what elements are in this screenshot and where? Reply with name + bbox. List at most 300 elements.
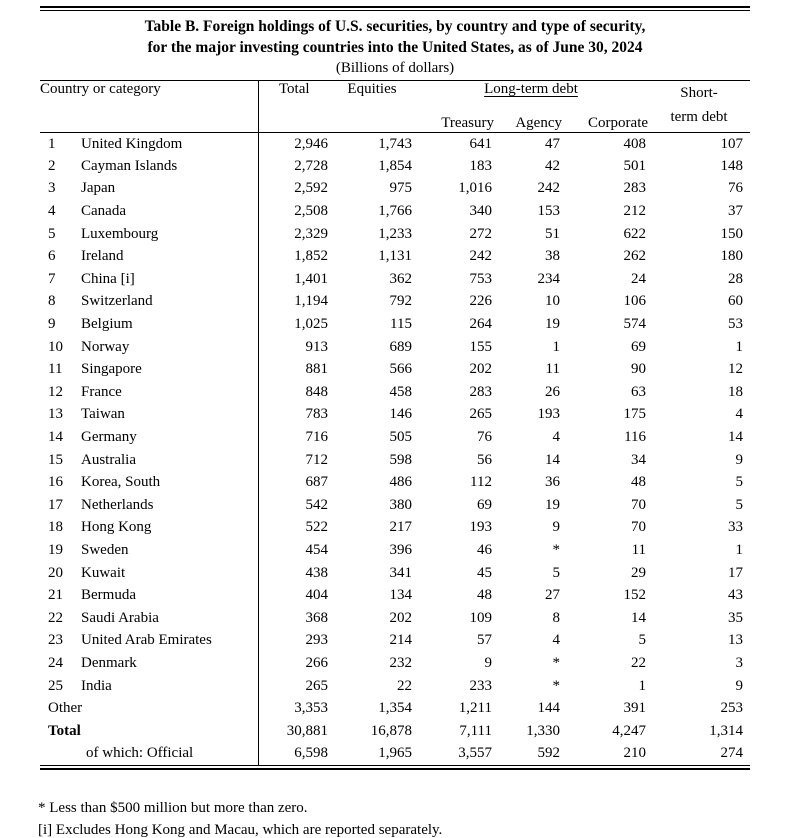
value-cell: 7,111 <box>459 722 492 739</box>
country-cell <box>40 607 258 630</box>
value-cell: 12 <box>728 361 744 378</box>
value-cell: 272 <box>469 225 492 242</box>
value-cell: 193 <box>537 406 560 423</box>
row-number: 19 <box>48 541 63 558</box>
value-cell: 152 <box>623 587 647 604</box>
row-number: 7 <box>48 270 56 287</box>
row-number: 12 <box>48 383 63 400</box>
value-cell: 598 <box>389 451 412 468</box>
value-cell: 45 <box>477 564 492 581</box>
value-cell: 38 <box>545 248 560 265</box>
country-name: France <box>81 383 122 400</box>
table-row <box>40 291 750 314</box>
table-row <box>40 449 750 472</box>
table-row <box>40 652 750 675</box>
col-header-short-term-debt <box>648 81 750 133</box>
value-cell: 36 <box>545 474 560 491</box>
country-name: Australia <box>81 451 136 468</box>
value-cell: 975 <box>389 180 412 197</box>
value-cell: 242 <box>469 248 492 265</box>
table-row <box>40 245 750 268</box>
value-cell: 6,598 <box>294 745 328 762</box>
value-cell: 5 <box>735 496 744 513</box>
value-cell: 687 <box>305 474 328 491</box>
row-number: 17 <box>48 496 63 513</box>
value-cell: 11 <box>545 361 560 378</box>
value-cell: 4 <box>735 406 744 423</box>
value-cell: 486 <box>389 474 412 491</box>
value-cell: 438 <box>305 564 328 581</box>
value-cell: 542 <box>305 496 328 513</box>
row-number: 11 <box>48 361 63 378</box>
country-name: United Kingdom <box>81 135 183 152</box>
country-name: Cayman Islands <box>81 157 178 174</box>
value-cell: 28 <box>728 270 744 287</box>
country-cell <box>40 358 258 381</box>
value-cell: 1,131 <box>378 248 412 265</box>
value-cell: 1,401 <box>294 270 328 287</box>
value-cell: 90 <box>631 361 647 378</box>
value-cell: 180 <box>720 248 744 265</box>
country-name: Other <box>48 700 83 717</box>
value-cell: 76 <box>728 180 744 197</box>
value-cell: 340 <box>469 203 492 220</box>
value-cell: 753 <box>469 270 492 287</box>
value-cell: 265 <box>469 406 492 423</box>
value-cell: 9 <box>552 519 560 536</box>
country-cell <box>40 155 258 178</box>
value-cell: 214 <box>389 632 412 649</box>
country-name: China [i] <box>81 270 135 287</box>
value-cell: 2,728 <box>294 157 328 174</box>
value-cell: 9 <box>735 677 744 694</box>
value-cell: 17 <box>728 564 744 581</box>
country-name: Saudi Arabia <box>81 609 159 626</box>
value-cell: 42 <box>545 157 560 174</box>
row-number: 25 <box>48 677 63 694</box>
table-row <box>40 607 750 630</box>
col-header-longterm-debt <box>414 81 648 109</box>
country-cell <box>40 336 258 359</box>
value-cell: 9 <box>484 654 492 671</box>
value-cell: 109 <box>469 609 492 626</box>
holdings-table <box>40 80 750 765</box>
value-cell: 408 <box>623 135 647 152</box>
country-name: United Arab Emirates <box>81 632 212 649</box>
value-cell: 1,965 <box>378 745 412 762</box>
value-cell: 1,314 <box>709 722 744 739</box>
value-cell: 155 <box>469 338 492 355</box>
value-cell: 22 <box>397 677 412 694</box>
value-cell: 283 <box>469 383 492 400</box>
value-cell: 57 <box>477 632 492 649</box>
country-cell <box>40 223 258 246</box>
value-cell: 293 <box>305 632 328 649</box>
value-cell: 43 <box>728 587 744 604</box>
title-line-2: for the major investing countries into the United States, as of June 30, 2024 <box>147 39 643 56</box>
table-row <box>40 562 750 585</box>
country-name: Bermuda <box>81 587 136 604</box>
value-cell: 3,353 <box>294 700 328 717</box>
value-cell: 210 <box>623 745 647 762</box>
value-cell: 501 <box>623 157 647 174</box>
footnote-i: [i] Excludes Hong Kong and Macau, which are reported separately. <box>38 822 443 838</box>
value-cell: 60 <box>728 293 744 310</box>
value-cell: 505 <box>389 429 412 446</box>
value-cell: 848 <box>305 383 328 400</box>
table-row <box>40 471 750 494</box>
country-name: Hong Kong <box>81 519 152 536</box>
value-cell: 380 <box>389 496 412 513</box>
value-cell: 150 <box>720 225 744 242</box>
row-number: 14 <box>48 429 63 446</box>
value-cell: 242 <box>537 180 560 197</box>
row-number: 4 <box>48 203 56 220</box>
value-cell: 27 <box>545 587 560 604</box>
table-row <box>40 404 750 427</box>
table-row <box>40 720 750 743</box>
value-cell: 48 <box>631 474 647 491</box>
country-cell <box>40 494 258 517</box>
value-cell: 1,025 <box>294 316 328 333</box>
value-cell: 1,330 <box>526 722 560 739</box>
value-cell: 4,247 <box>612 722 647 739</box>
value-cell: 253 <box>720 700 744 717</box>
value-cell: 202 <box>389 609 412 626</box>
table-row <box>40 426 750 449</box>
country-name: Norway <box>81 338 130 355</box>
value-cell: 70 <box>631 519 647 536</box>
value-cell: 458 <box>389 383 412 400</box>
value-cell: 9 <box>735 451 744 468</box>
table-row <box>40 133 750 156</box>
country-cell <box>40 133 258 156</box>
value-cell: 69 <box>477 496 492 513</box>
value-cell: 69 <box>631 338 647 355</box>
table-row <box>40 539 750 562</box>
value-cell: 368 <box>305 609 328 626</box>
table-row <box>40 517 750 540</box>
country-cell <box>40 562 258 585</box>
row-number: 21 <box>48 587 63 604</box>
country-cell <box>40 471 258 494</box>
value-cell: 5 <box>552 564 560 581</box>
row-number: 9 <box>48 316 56 333</box>
value-cell: 592 <box>537 745 560 762</box>
col-header-country: Country or category <box>40 81 258 133</box>
value-cell: 4 <box>552 429 560 446</box>
value-cell: 10 <box>545 293 560 310</box>
value-cell: 913 <box>305 338 328 355</box>
value-cell: 641 <box>469 135 492 152</box>
row-number: 10 <box>48 338 63 355</box>
value-cell: 3,557 <box>458 745 492 762</box>
row-number: 15 <box>48 451 63 468</box>
value-cell: 1,852 <box>294 248 328 265</box>
value-cell: 175 <box>623 406 647 423</box>
value-cell: 712 <box>305 451 328 468</box>
country-name: Taiwan <box>81 406 125 423</box>
col-header-corporate: Corporate <box>562 109 648 133</box>
col-header-equities: Equities <box>330 81 414 133</box>
value-cell: 115 <box>390 316 412 333</box>
col-header-treasury: Treasury <box>414 109 494 133</box>
value-cell: 24 <box>631 270 647 287</box>
footnote-asterisk: * Less than $500 million but more than zero. <box>38 800 308 817</box>
value-cell: 1,233 <box>378 225 412 242</box>
country-name: Total <box>48 722 81 739</box>
value-cell: 202 <box>469 361 492 378</box>
value-cell: 266 <box>305 654 328 671</box>
value-cell: 716 <box>305 429 328 446</box>
value-cell: 146 <box>389 406 412 423</box>
value-cell: 107 <box>720 135 744 152</box>
country-cell <box>40 630 258 653</box>
value-cell: 1,854 <box>378 157 412 174</box>
value-cell: 566 <box>389 361 412 378</box>
value-cell: 53 <box>728 316 744 333</box>
value-cell: 341 <box>389 564 412 581</box>
table-row <box>40 313 750 336</box>
country-cell <box>40 517 258 540</box>
value-cell: 11 <box>631 541 647 558</box>
country-name: Netherlands <box>81 496 154 513</box>
value-cell: 454 <box>305 541 328 558</box>
value-cell: 2,508 <box>294 203 328 220</box>
country-cell <box>40 268 258 291</box>
value-cell: 19 <box>545 496 560 513</box>
table-row <box>40 675 750 698</box>
value-cell: 51 <box>545 225 560 242</box>
country-name: Kuwait <box>81 564 126 581</box>
value-cell: 233 <box>469 677 492 694</box>
country-cell <box>40 200 258 223</box>
value-cell: 13 <box>728 632 744 649</box>
value-cell: 1,211 <box>458 700 492 717</box>
table-row <box>40 178 750 201</box>
value-cell: 1,016 <box>458 180 492 197</box>
table-row <box>40 155 750 178</box>
row-number: 20 <box>48 564 63 581</box>
value-cell: 29 <box>631 564 647 581</box>
value-cell: 112 <box>470 474 492 491</box>
short-term-label-line2: term debt <box>670 109 728 125</box>
short-term-label-line1: Short- <box>680 85 718 101</box>
value-cell: 2,946 <box>294 135 328 152</box>
value-cell: 1,354 <box>378 700 412 717</box>
table-row <box>40 743 750 766</box>
country-cell <box>40 539 258 562</box>
value-cell: 274 <box>720 745 744 762</box>
value-cell: 153 <box>537 203 560 220</box>
row-number: 6 <box>48 248 56 265</box>
table-row <box>40 268 750 291</box>
value-cell: 1 <box>735 541 744 558</box>
footnotes <box>38 797 785 838</box>
value-cell: 574 <box>623 316 647 333</box>
value-cell: 4 <box>552 632 560 649</box>
value-cell: 234 <box>537 270 560 287</box>
country-cell <box>40 449 258 472</box>
table-row <box>40 200 750 223</box>
country-name: Korea, South <box>81 474 161 491</box>
value-cell: 689 <box>389 338 412 355</box>
value-cell: 283 <box>623 180 647 197</box>
value-cell: 148 <box>720 157 744 174</box>
value-cell: 37 <box>728 203 744 220</box>
country-cell <box>40 426 258 449</box>
value-cell: 1,766 <box>378 203 412 220</box>
value-cell: 19 <box>545 316 560 333</box>
table-row <box>40 223 750 246</box>
row-number: 24 <box>48 654 63 671</box>
value-cell: 5 <box>735 474 744 491</box>
country-cell <box>40 652 258 675</box>
value-cell: 30,881 <box>286 722 328 739</box>
title-line-1: Table B. Foreign holdings of U.S. securities, by country and type of security, <box>144 18 646 35</box>
country-name: of which: Official <box>86 745 194 762</box>
value-cell: 217 <box>389 519 412 536</box>
country-name: Germany <box>81 429 137 446</box>
value-cell: 46 <box>477 541 492 558</box>
value-cell: 264 <box>469 316 492 333</box>
country-cell <box>40 584 258 607</box>
row-number: 2 <box>48 157 56 174</box>
country-cell <box>40 720 258 743</box>
table-header <box>40 81 750 133</box>
col-header-agency: Agency <box>494 109 562 133</box>
country-cell <box>40 697 258 720</box>
value-cell: 396 <box>389 541 412 558</box>
value-cell: 16,878 <box>370 722 412 739</box>
value-cell: 70 <box>631 496 647 513</box>
value-cell: 76 <box>477 429 492 446</box>
value-cell: 2,329 <box>294 225 328 242</box>
value-cell: 14 <box>631 609 647 626</box>
value-cell: 622 <box>623 225 647 242</box>
value-cell: 14 <box>545 451 560 468</box>
value-cell: 116 <box>624 429 647 446</box>
col-header-total: Total <box>258 81 330 133</box>
value-cell: * <box>552 654 560 671</box>
value-cell: 56 <box>477 451 492 468</box>
country-name: Ireland <box>81 248 124 265</box>
value-cell: 18 <box>728 383 744 400</box>
table-title <box>40 11 750 80</box>
row-number: 22 <box>48 609 63 626</box>
value-cell: 193 <box>469 519 492 536</box>
country-name: Sweden <box>81 541 129 558</box>
bottom-double-rule <box>40 765 750 770</box>
country-cell <box>40 743 258 766</box>
country-cell <box>40 245 258 268</box>
table-row <box>40 494 750 517</box>
value-cell: 134 <box>389 587 412 604</box>
value-cell: 362 <box>389 270 412 287</box>
value-cell: 183 <box>469 157 492 174</box>
value-cell: 881 <box>305 361 328 378</box>
country-name: Canada <box>81 203 126 220</box>
longterm-debt-label: Long-term debt <box>484 81 578 97</box>
table-b-container <box>40 0 750 770</box>
value-cell: 2,592 <box>294 180 328 197</box>
value-cell: 1,743 <box>378 135 412 152</box>
value-cell: * <box>552 541 560 558</box>
table-row <box>40 358 750 381</box>
value-cell: 144 <box>537 700 560 717</box>
table-row <box>40 697 750 720</box>
row-number: 3 <box>48 180 56 197</box>
value-cell: 404 <box>305 587 328 604</box>
value-cell: 232 <box>389 654 412 671</box>
country-cell <box>40 291 258 314</box>
row-number: 13 <box>48 406 63 423</box>
table-row <box>40 584 750 607</box>
value-cell: 3 <box>735 654 744 671</box>
value-cell: 265 <box>305 677 328 694</box>
country-name: India <box>81 677 112 694</box>
value-cell: 792 <box>389 293 412 310</box>
value-cell: 48 <box>477 587 492 604</box>
country-name: Belgium <box>81 316 133 333</box>
value-cell: 226 <box>469 293 492 310</box>
row-number: 5 <box>48 225 56 242</box>
row-number: 23 <box>48 632 63 649</box>
country-name: Luxembourg <box>81 225 159 242</box>
country-name: Denmark <box>81 654 137 671</box>
value-cell: 14 <box>728 429 744 446</box>
value-cell: 262 <box>623 248 647 265</box>
table-row <box>40 381 750 404</box>
value-cell: 5 <box>638 632 647 649</box>
value-cell: 34 <box>631 451 647 468</box>
value-cell: 1,194 <box>294 293 328 310</box>
table-row <box>40 336 750 359</box>
value-cell: 783 <box>305 406 328 423</box>
row-number: 16 <box>48 474 63 491</box>
row-number: 18 <box>48 519 63 536</box>
value-cell: 106 <box>623 293 647 310</box>
country-name: Japan <box>81 180 116 197</box>
value-cell: 1 <box>735 338 744 355</box>
country-name: Singapore <box>81 361 142 378</box>
value-cell: 22 <box>631 654 647 671</box>
country-cell <box>40 404 258 427</box>
country-cell <box>40 675 258 698</box>
value-cell: 522 <box>305 519 328 536</box>
country-cell <box>40 313 258 336</box>
value-cell: 63 <box>631 383 647 400</box>
value-cell: 47 <box>545 135 560 152</box>
value-cell: 8 <box>552 609 560 626</box>
value-cell: 1 <box>552 338 560 355</box>
row-number: 1 <box>48 135 56 152</box>
value-cell: 212 <box>623 203 647 220</box>
value-cell: 33 <box>728 519 744 536</box>
row-number: 8 <box>48 293 56 310</box>
country-name: Switzerland <box>81 293 153 310</box>
value-cell: 26 <box>545 383 560 400</box>
value-cell: 35 <box>728 609 744 626</box>
value-cell: 1 <box>638 677 647 694</box>
table-body <box>40 133 750 766</box>
value-cell: 391 <box>623 700 647 717</box>
table-row <box>40 630 750 653</box>
country-cell <box>40 381 258 404</box>
title-units: (Billions of dollars) <box>335 60 455 76</box>
value-cell: * <box>552 677 560 694</box>
country-cell <box>40 178 258 201</box>
